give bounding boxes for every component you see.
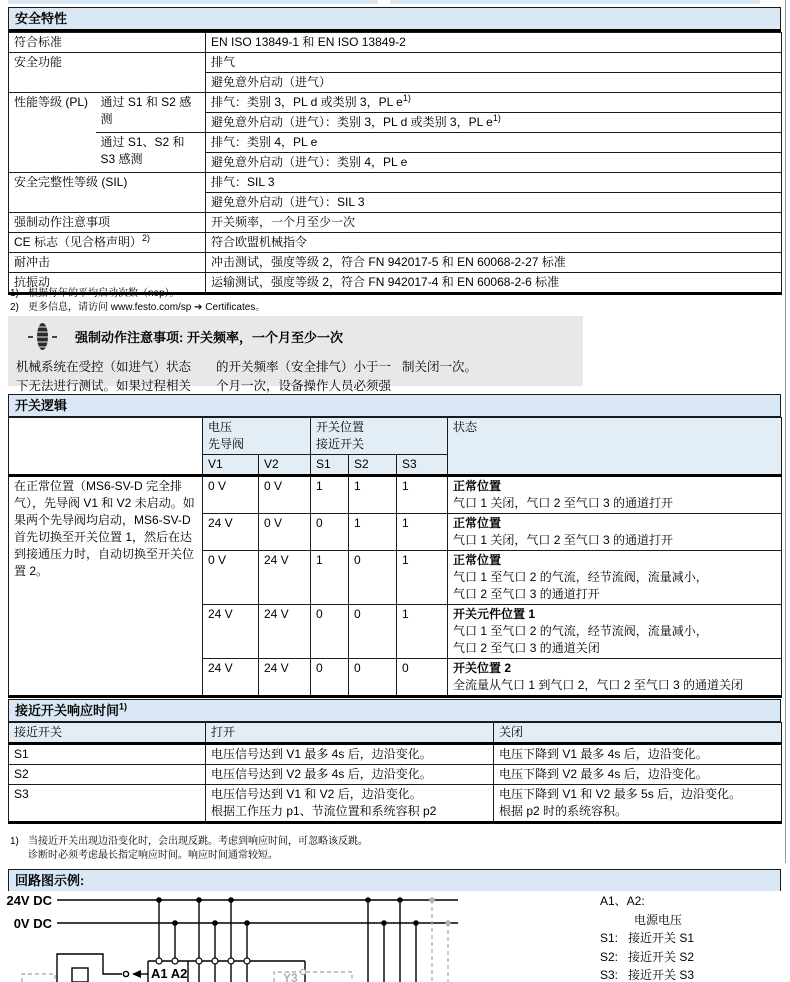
state-cell — [448, 659, 782, 697]
relay-box — [148, 958, 305, 982]
s2-cell: 1 — [349, 514, 397, 551]
s1-cell: 0 — [311, 514, 349, 551]
table-row — [9, 785, 782, 823]
value-text: 排气：类别 3，PL d 或类别 3，PL e — [211, 95, 403, 109]
rail-24v — [6, 893, 458, 908]
icon-dash-right — [52, 336, 57, 338]
legend-term: S3: — [600, 968, 619, 982]
value-cell: 运输测试，强度等级 2，符合 FN 942017-4 和 EN 60068-2-6 标准 — [206, 273, 782, 294]
state-title: 开关元件位置 1 — [453, 607, 536, 621]
sub-label-cell: 通过 S1、S2 和 S3 感测 — [96, 133, 206, 173]
label-cell: 安全完整性等级 (SIL) — [9, 173, 206, 213]
v2-cell: 24 V — [259, 605, 311, 659]
header-text: 接近开关 — [316, 437, 365, 451]
value-cell — [206, 113, 782, 133]
v1-cell: 24 V — [203, 514, 259, 551]
s1-cell: 1 — [311, 476, 349, 514]
cell-line: 根据工作压力 p1、节流位置和系统容积 p2 — [211, 804, 437, 818]
s3-cell: 1 — [397, 476, 448, 514]
state-header-cell: 状态 — [448, 418, 782, 476]
footnote-ref: 2) — [142, 233, 151, 243]
circuit-section-title: 回路图示例: — [8, 869, 781, 891]
header-text: 开关位置 — [316, 420, 365, 434]
note-body — [8, 352, 583, 396]
v2-cell: 24 V — [259, 659, 311, 697]
y3-optional-box — [274, 969, 352, 982]
cell-line: 电压下降到 V1 和 V2 最多 5s 后，边沿变化。 — [499, 787, 742, 801]
optional-wires — [432, 900, 448, 982]
note-column — [16, 358, 216, 396]
legend-term: A1、A2: — [600, 894, 645, 908]
s2-cell: 0 — [349, 551, 397, 605]
value-cell: 避免意外启动（进气）：SIL 3 — [206, 193, 782, 213]
table-row — [9, 93, 782, 113]
note-text-line: 下无法进行测试。如果过程相关 — [16, 379, 192, 393]
v2-cell: 24 V — [259, 551, 311, 605]
label-cell: 耐冲击 — [9, 253, 206, 273]
s1-cell: 0 — [311, 605, 349, 659]
s1-cell: 0 — [311, 659, 349, 697]
switching-logic-section — [8, 394, 781, 698]
legend-desc: 接近开关 S1 — [628, 931, 695, 945]
state-cell — [448, 605, 782, 659]
note-column — [402, 358, 572, 396]
value-cell: 开关频率，一个月至少一次 — [206, 213, 782, 233]
note-text-line: 的开关频率（安全排气）小于一 — [216, 360, 392, 374]
footnote-text — [28, 835, 368, 863]
value-cell: 冲击测试，强度等级 2，符合 FN 942017-5 和 EN 60068-2-27 标准 — [206, 253, 782, 273]
v2-cell: 0 V — [259, 476, 311, 514]
state-cell — [448, 551, 782, 605]
footnote-text: 根据每年的平均启动次数（nop）。 — [28, 288, 180, 299]
legend-line — [600, 911, 694, 930]
legend-term: S2: — [600, 949, 619, 964]
table-row — [9, 765, 782, 785]
relay-box-label: A1 A2 — [151, 966, 188, 981]
desc-header-cell — [9, 418, 203, 476]
response-time-title — [8, 699, 781, 722]
icon-dash-left — [28, 336, 33, 338]
left-dashed-box — [22, 974, 55, 982]
s1-cell: 1 — [311, 551, 349, 605]
open-header-cell: 打开 — [206, 723, 494, 744]
label-cell: 抗振动 — [9, 273, 206, 294]
value-text: 避免意外启动（进气）：类别 3，PL d 或类别 3，PL e — [211, 115, 493, 129]
table-header-row — [9, 418, 782, 455]
switching-logic-table — [8, 417, 782, 698]
table-row — [9, 133, 782, 153]
label-cell: 安全功能 — [9, 53, 206, 93]
state-line: 全流量从气口 1 到气口 2，气口 2 至气口 3 的通道关闭 — [453, 678, 744, 692]
response-time-table — [8, 722, 782, 824]
left-actuator-symbol — [57, 954, 148, 982]
legend-term: S1: — [600, 931, 619, 945]
value-cell: 符合欧盟机械指令 — [206, 233, 782, 253]
s3-header-cell: S3 — [397, 455, 448, 476]
note-column — [216, 358, 402, 396]
page-right-rule — [785, 0, 786, 863]
close-cell — [494, 785, 782, 823]
legend-line — [600, 892, 694, 911]
top-footnotes — [10, 287, 265, 315]
safety-section — [8, 7, 781, 295]
note-title: 强制动作注意事项: 开关频率，一个月至少一次 — [75, 330, 343, 345]
icon-bulb — [37, 323, 48, 350]
table-row — [9, 476, 782, 514]
state-line: 气口 2 至气口 3 的通道打开 — [453, 587, 600, 601]
v2-cell: 0 V — [259, 514, 311, 551]
label-cell: 强制动作注意事项 — [9, 213, 206, 233]
state-line: 气口 1 关闭，气口 2 至气口 3 的通道打开 — [453, 533, 674, 547]
v1-cell: 0 V — [203, 551, 259, 605]
s3-cell: 1 — [397, 551, 448, 605]
footnote-text: 更多信息，请访问 www.festo.com/sp ➔ Certificates。 — [28, 302, 266, 313]
header-text: 电压 — [208, 420, 233, 434]
value-cell: 排气 — [206, 53, 782, 73]
footnote-marker: 2) — [10, 302, 19, 313]
switch-header-cell: 接近开关 — [9, 723, 206, 744]
table-row — [9, 253, 782, 273]
table-header-row — [9, 723, 782, 744]
note-text-line: 制关闭一次。 — [402, 360, 478, 374]
v2-header-cell: V2 — [259, 455, 311, 476]
safety-table — [8, 32, 782, 295]
s1-header-cell: S1 — [311, 455, 349, 476]
open-cell: 电压信号达到 V2 最多 4s 后，边沿变化。 — [206, 765, 494, 785]
legend-line — [600, 948, 694, 967]
table-row — [9, 233, 782, 253]
rail-0v-label: 0V DC — [13, 916, 52, 931]
v1-cell: 24 V — [203, 659, 259, 697]
state-line: 气口 2 至气口 3 的通道关闭 — [453, 641, 600, 655]
table-row — [9, 33, 782, 53]
state-cell — [448, 514, 782, 551]
s3-cell: 1 — [397, 605, 448, 659]
close-cell: 电压下降到 V1 最多 4s 后，边沿变化。 — [494, 744, 782, 765]
s3-cell: 0 — [397, 659, 448, 697]
description-cell: 在正常位置（MS6-SV-D 完全排气），先导阀 V1 和 V2 未启动。如果两个先导阀均启动，MS6-SV-D 首先切换至开关位置 1，然后在达到接通压力时，自动切换至开关位置 2。 — [9, 476, 203, 697]
top-strip-left — [8, 0, 378, 4]
switch-cell: S2 — [9, 765, 206, 785]
circuit-legend — [600, 892, 694, 982]
mandatory-action-icon — [24, 323, 61, 350]
y3-label: Y3 — [283, 971, 298, 982]
footnote-line: 当接近开关出现边沿变化时，会出现反跳。考虑到响应时间，可忽略该反跳。 — [28, 836, 368, 847]
label-text: CE 标志（见合格声明） — [14, 235, 143, 249]
note-box — [8, 316, 583, 393]
value-cell: 避免意外启动（进气）：类别 4，PL e — [206, 153, 782, 173]
footnote-marker: 1) — [10, 836, 19, 847]
table-row — [9, 173, 782, 193]
position-header-cell — [311, 418, 448, 455]
close-header-cell: 关闭 — [494, 723, 782, 744]
response-time-section — [8, 699, 781, 824]
table-row — [9, 213, 782, 233]
state-line: 气口 1 至气口 2 的气流，经节流阀，流量减小， — [453, 624, 708, 638]
label-cell: 性能等级 (PL) — [9, 93, 96, 173]
label-cell — [9, 233, 206, 253]
switch-cell: S1 — [9, 744, 206, 765]
footnote-line — [10, 301, 265, 315]
s2-cell: 1 — [349, 476, 397, 514]
rail-0v — [14, 916, 458, 931]
state-cell — [448, 476, 782, 514]
top-strip-right — [390, 0, 760, 4]
table-row — [9, 53, 782, 73]
supply-wires — [159, 900, 416, 982]
label-cell: 符合标准 — [9, 33, 206, 53]
legend-desc: 接近开关 S3 — [628, 968, 695, 982]
v1-header-cell: V1 — [203, 455, 259, 476]
voltage-header-cell — [203, 418, 311, 455]
close-cell: 电压下降到 V2 最多 4s 后，边沿变化。 — [494, 765, 782, 785]
s3-cell: 1 — [397, 514, 448, 551]
footnote-marker: 1) — [10, 288, 19, 299]
switching-logic-title: 开关逻辑 — [8, 394, 781, 417]
cell-line: 根据 p2 时的系统容积。 — [499, 804, 628, 818]
sub-label-cell: 通过 S1 和 S2 感测 — [96, 93, 206, 133]
v1-cell: 24 V — [203, 605, 259, 659]
safety-section-title: 安全特性 — [8, 7, 781, 32]
value-cell: 避免意外启动（进气） — [206, 73, 782, 93]
rail-24v-label: 24V DC — [6, 893, 52, 908]
value-cell: 排气：SIL 3 — [206, 173, 782, 193]
state-line: 气口 1 至气口 2 的气流，经节流阀，流量减小， — [453, 570, 708, 584]
legend-desc: 接近开关 S2 — [628, 949, 695, 964]
state-title: 正常位置 — [453, 516, 502, 530]
state-title: 正常位置 — [453, 479, 502, 493]
footnote-line — [10, 287, 265, 301]
s2-cell: 0 — [349, 659, 397, 697]
state-title: 开关位置 2 — [453, 661, 512, 675]
state-line: 气口 1 关闭，气口 2 至气口 3 的通道打开 — [453, 496, 674, 510]
title-text: 接近开关响应时间 — [15, 703, 120, 718]
legend-desc: 电源电压 — [634, 912, 683, 927]
footnote-ref: 1) — [492, 113, 501, 123]
note-text-line: 个月一次，设备操作人员必须强 — [216, 379, 392, 393]
legend-line — [600, 966, 694, 982]
value-cell: EN ISO 13849-1 和 EN ISO 13849-2 — [206, 33, 782, 53]
cell-line: 电压信号达到 V1 和 V2 后，边沿变化。 — [211, 787, 422, 801]
bottom-footnote — [10, 835, 368, 863]
open-cell — [206, 785, 494, 823]
footnote-ref: 1) — [402, 93, 411, 103]
switch-cell: S3 — [9, 785, 206, 823]
header-text: 先导阀 — [208, 437, 245, 451]
v1-cell: 0 V — [203, 476, 259, 514]
legend-line — [600, 929, 694, 948]
open-cell: 电压信号达到 V1 最多 4s 后，边沿变化。 — [206, 744, 494, 765]
s2-cell: 0 — [349, 605, 397, 659]
table-row — [9, 744, 782, 765]
footnote-line: 诊断时必须考虑最长指定响应时间。响应时间通常较短。 — [28, 850, 278, 861]
s2-header-cell: S2 — [349, 455, 397, 476]
footnote-ref: 1) — [119, 701, 128, 712]
value-cell — [206, 93, 782, 113]
value-cell: 排气：类别 4，PL e — [206, 133, 782, 153]
state-title: 正常位置 — [453, 553, 502, 567]
note-header — [8, 316, 583, 352]
note-text-line: 机械系统在受控（如进气）状态 — [16, 360, 192, 374]
